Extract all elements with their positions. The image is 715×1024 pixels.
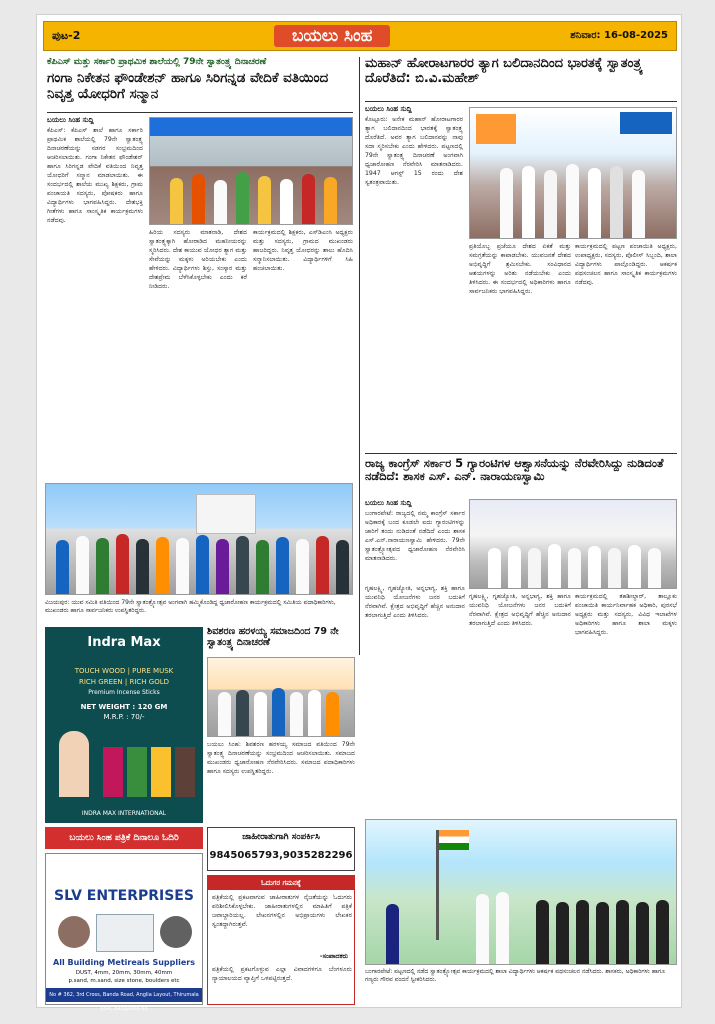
notice-sign: -ಸಂಪಾದಕರು <box>319 952 348 960</box>
person <box>386 904 399 964</box>
promo-banner[interactable]: ಬಯಲು ಸಿಂಹ ಪತ್ರಿಕೆ ದಿನಾಲೂ ಓದಿರಿ <box>45 827 203 849</box>
building-icon <box>96 914 154 952</box>
story1-photo <box>149 117 353 225</box>
person <box>136 539 149 594</box>
divider <box>365 453 677 454</box>
person <box>548 544 561 588</box>
person <box>608 548 621 588</box>
person <box>308 690 321 736</box>
story1-byline: ಬಯಲು ಸಿಂಹ ಸುದ್ದಿ <box>47 116 94 124</box>
person <box>192 174 205 224</box>
newspaper-title: ಬಯಲು ಸಿಂಹ <box>274 25 390 47</box>
person <box>170 178 183 224</box>
story3-photo <box>469 499 677 589</box>
ad-line-2: RICH GREEN | RICH GOLD <box>78 678 169 686</box>
flag-icon <box>439 830 469 850</box>
person <box>636 902 649 964</box>
story3-byline: ಬಯಲು ಸಿಂಹ ಸುದ್ದಿ <box>365 499 412 507</box>
person <box>236 172 249 224</box>
person <box>218 692 231 736</box>
person <box>576 900 589 964</box>
person <box>656 900 669 964</box>
ad-line-1: TOUCH WOOD | PURE MUSK <box>74 667 174 675</box>
person <box>56 540 69 594</box>
person <box>324 177 337 224</box>
person <box>476 894 489 964</box>
person <box>116 534 129 594</box>
story2-headline[interactable]: ಮಹಾನ್ ಹೋರಾಟಗಾರರ ತ್ಯಾಗ ಬಲಿದಾನದಿಂದ ಭಾರತಕ್ಕೆ ಸ್ವಾತಂತ್ರ್ಯ ದೊರೆತಿದೆ: ಬಿ.ವಿ.ಮಹೇಶ್ <box>365 56 644 86</box>
story4-body: ಬಯಲು ಸಿಂಹ: ಶಿವಶರಣ ಹರಳಯ್ಯ ಸಮಾಜದ ವತಿಯಿಂದ 79ನೇ ಸ್ವಾತಂತ್ರ್ಯ ದಿನಾಚರಣೆಯನ್ನು ಸಂಭ್ರಮದಿಂದ ಆಚರಿಸಲಾಯಿತು. ಸಮಾಜದ ಮುಖಂಡರು ಧ್ವಜಾರೋಹಣ ನೆರವೇರಿಸಿದರು. ಸಮಾಜದ ಪದಾಧಿಕಾರಿಗಳು ಹಾಗೂ ಸದಸ್ಯರು ಉಪಸ್ಥಿತರಿದ್ದರು. <box>207 741 355 775</box>
contact-ad[interactable] <box>207 827 355 871</box>
person <box>272 688 285 736</box>
person <box>610 166 623 238</box>
company-name: INDRA MAX INTERNATIONAL <box>81 810 167 817</box>
product-box <box>103 747 123 797</box>
person <box>588 546 601 588</box>
person <box>316 536 329 594</box>
person <box>336 540 349 594</box>
person <box>156 537 169 594</box>
group-photo <box>45 483 353 595</box>
slv-name: SLV ENTERPRISES <box>54 888 194 904</box>
story3-column-3: ಕಾರ್ಯಕ್ರಮದಲ್ಲಿ ತಹಶೀಲ್ದಾರ್, ತಾಲ್ಲೂಕು ಪಂಚಾಯಿತಿ ಕಾರ್ಯನಿರ್ವಾಹಕ ಅಧಿಕಾರಿ, ಪುರಸಭೆ ಅಧ್ಯಕ್ಷರು ಮತ್ತು ಸದಸ್ಯರು, ವಿವಿಧ ಇಲಾಖೆಗಳ ಅಧಿಕಾರಿಗಳು ಹಾಗೂ ಶಾಲಾ ಮಕ್ಕಳು ಭಾಗವಹಿಸಿದ್ದರು. <box>575 593 677 636</box>
person <box>596 902 609 964</box>
person <box>254 692 267 736</box>
story2-column-2: ಪ್ರತಿಯೊಬ್ಬ ಪ್ರಜೆಯೂ ದೇಶದ ಏಕತೆ ಮತ್ತು ಸಮಗ್ರತೆಯನ್ನು ಕಾಪಾಡಬೇಕು. ಯುವಜನತೆ ದೇಶದ ಅಭಿವೃದ್ಧಿಗೆ ಶ್ರಮಿಸಬೇಕು. ಸಂವಿಧಾನದ ಆಶಯಗಳನ್ನು ಅರಿತು ನಡೆಯಬೇಕು ಎಂದು ತಿಳಿಸಿದರು. ಈ ಸಂದರ್ಭದಲ್ಲಿ ಅಧಿಕಾರಿಗಳು ಹಾಗೂ ಸಾರ್ವಜನಿಕರು ಭಾಗವಹಿಸಿದ್ದರು. <box>469 243 571 295</box>
slv-ad[interactable] <box>45 853 203 1012</box>
story1-column-1: ಕೆಪಿಎಸ್: ಕೆಪಿಎಸ್ ಶಾಲೆ ಹಾಗೂ ಸರ್ಕಾರಿ ಪ್ರಾಥಮಿಕ ಶಾಲೆಯಲ್ಲಿ 79ನೇ ಸ್ವಾತಂತ್ರ್ಯ ದಿನಾಚರಣೆಯನ್ನು ಸಡಗರ ಸಂಭ್ರಮದಿಂದ ಆಚರಿಸಲಾಯಿತು. ಗಂಗಾ ನಿಕೇತನ ಫೌಂಡೇಶನ್ ಹಾಗೂ ಸಿರಿಗನ್ನಡ ವೇದಿಕೆ ವತಿಯಿಂದ ನಿವೃತ್ತ ಯೋಧರಿಗೆ ಸನ್ಮಾನ ಮಾಡಲಾಯಿತು. ಈ ಸಂದರ್ಭದಲ್ಲಿ ಶಾಲೆಯ ಮುಖ್ಯ ಶಿಕ್ಷಕರು, ಗ್ರಾಮ ಪಂಚಾಯತಿ ಸದಸ್ಯರು, ಪೋಷಕರು ಹಾಗೂ ವಿದ್ಯಾರ್ಥಿಗಳು ಭಾಗವಹಿಸಿದ್ದರು. ದೇಶಭಕ್ತಿ ಗೀತೆಗಳು ಹಾಗೂ ಸಾಂಸ್ಕೃತಿಕ ಕಾರ್ಯಕ್ರಮಗಳು ನಡೆದವು. <box>47 127 143 224</box>
notice-heading: ಓದುಗರ ಗಮನಕ್ಕೆ <box>208 876 354 890</box>
story4-photo <box>207 657 355 737</box>
model-figure <box>59 731 89 797</box>
indramax-ad[interactable] <box>45 627 203 823</box>
story2-photo <box>469 107 677 239</box>
readers-notice <box>207 875 355 1005</box>
person <box>214 180 227 224</box>
story3-column-1: ಬಂಗಾರಪೇಟೆ: ರಾಜ್ಯದಲ್ಲಿ ನಮ್ಮ ಕಾಂಗ್ರೆಸ್ ಸರ್ಕಾರ ಅಧಿಕಾರಕ್ಕೆ ಬಂದ ಕೂಡಲೇ ಐದು ಗ್ಯಾರಂಟಿಗಳನ್ನು ಜಾರಿಗೆ ತಂದು ನುಡಿದಂತೆ ನಡೆದಿದೆ ಎಂದು ಶಾಸಕ ಎಸ್.ಎನ್.ನಾರಾಯಣಸ್ವಾಮಿ ಹೇಳಿದರು. 79ನೇ ಸ್ವಾತಂತ್ರ್ಯೋತ್ಸವದ ಧ್ವಜಾರೋಹಣ ನೆರವೇರಿಸಿ ಮಾತನಾಡಿದರು. <box>365 510 465 562</box>
building <box>196 494 256 534</box>
story1-kicker: ಕೆಪಿಎಸ್ ಮತ್ತು ಸರ್ಕಾರಿ ಪ್ರಾಥಮಿಕ ಶಾಲೆಯಲ್ಲಿ 79ನೇ ಸ್ವಾತಂತ್ರ್ಯ ದಿನಾಚರಣೆ <box>47 57 267 67</box>
person <box>196 535 209 594</box>
person <box>258 176 271 224</box>
slv-tagline: All Building Metireals Suppliers <box>53 958 195 967</box>
person <box>216 539 229 594</box>
ad-mrp: M.R.P. : 70/- <box>103 713 145 721</box>
issue-date: ಶನಿವಾರ: 16-08-2025 <box>570 30 668 41</box>
story2-column-3: ಕಾರ್ಯಕ್ರಮದಲ್ಲಿ ಪಟ್ಟಣ ಪಂಚಾಯಿತಿ ಅಧ್ಯಕ್ಷರು, ಉಪಾಧ್ಯಕ್ಷರು, ಸದಸ್ಯರು, ಪೊಲೀಸ್ ಸಿಬ್ಬಂದಿ, ಶಾಲಾ ವಿದ್ಯಾರ್ಥಿಗಳು ಪಾಲ್ಗೊಂಡಿದ್ದರು. ಆಕರ್ಷಕ ಪಥಸಂಚಲನ ಹಾಗೂ ಸಾಂಸ್ಕೃತಿಕ ಕಾರ್ಯಕ್ರಮಗಳು ನಡೆದವು. <box>575 243 677 286</box>
divider <box>365 101 677 102</box>
slv-address: No # 362, 3rd Cross, Banda Road, Anglia Layout, Thirumala post, Bangalore-65 <box>46 988 202 1002</box>
story1-headline[interactable]: ಗಂಗಾ ನಿಕೇತನ ಫೌಂಡೇಶನ್ ಹಾಗೂ ಸಿರಿಗನ್ನಡ ವೇದಿಕೆ ವತಿಯಿಂದ ನಿವೃತ್ತ ಯೋಧರಿಗೆ ಸನ್ಮಾನ <box>47 70 329 102</box>
product-box <box>175 747 195 797</box>
parade-caption: ಬಂಗಾರಪೇಟೆ: ಪಟ್ಟಣದಲ್ಲಿ ನಡೆದ ಸ್ವಾತಂತ್ರ್ಯೋತ್ಸವ ಕಾರ್ಯಕ್ರಮದಲ್ಲಿ ಶಾಲಾ ವಿದ್ಯಾರ್ಥಿಗಳು ಆಕರ್ಷಕ ಪಥಸಂಚಲನ ನಡೆಸಿದರು. ಶಾಸಕರು, ಅಧಿಕಾರಿಗಳು ಹಾಗೂ ಗಣ್ಯರು ಗೌರವ ವಂದನೆ ಸ್ವೀಕರಿಸಿದರು. <box>365 968 666 984</box>
ad-weight: NET WEIGHT : 120 GM <box>80 703 168 711</box>
person <box>536 900 549 964</box>
person <box>236 690 249 736</box>
person <box>616 900 629 964</box>
story1-column-3: ಕಾರ್ಯಕ್ರಮದಲ್ಲಿ ಶಿಕ್ಷಕರು, ಎಸ್‌ಡಿಎಂಸಿ ಅಧ್ಯಕ್ಷರು ಮತ್ತು ಸದಸ್ಯರು, ಗ್ರಾಮದ ಮುಖಂಡರು ಹಾಜರಿದ್ದರು. ನಿವೃತ್ತ ಯೋಧರನ್ನು ಶಾಲು ಹೊದಿಸಿ ಸನ್ಮಾನಿಸಲಾಯಿತು. ವಿದ್ಯಾರ್ಥಿಗಳಿಗೆ ಸಿಹಿ ಹಂಚಲಾಯಿತು. <box>253 229 353 272</box>
story1-column-2: ಹಿರಿಯ ಸದಸ್ಯರು ಮಾತನಾಡಿ, ದೇಶದ ಸ್ವಾತಂತ್ರ್ಯಕ್ಕಾಗಿ ಹೋರಾಡಿದ ಮಹನೀಯರನ್ನು ಸ್ಮರಿಸಿದರು. ದೇಶ ಕಾಯುವ ಯೋಧರ ತ್ಯಾಗ ಮತ್ತು ಸೇವೆಯನ್ನು ಮಕ್ಕಳು ಅರಿಯಬೇಕು ಎಂದು ಹೇಳಿದರು. ವಿದ್ಯಾರ್ಥಿಗಳು ಶಿಸ್ತು, ಸಂಸ್ಕಾರ ಮತ್ತು ದೇಶಪ್ರೇಮ ಬೆಳೆಸಿಕೊಳ್ಳಬೇಕು ಎಂದು ಕರೆ ನೀಡಿದರು. <box>149 229 247 290</box>
notice-footer: ಪತ್ರಿಕೆಯಲ್ಲಿ ಪ್ರಕಟಗೊಳ್ಳುವ ಎಲ್ಲಾ ವಿವಾದಗಳಿಗೂ ಬೆಂಗಳೂರು ನ್ಯಾಯಾಲಯದ ವ್ಯಾಪ್ತಿಗೆ ಒಳಪಟ್ಟಿರುತ್ತದೆ. <box>212 966 352 982</box>
person <box>96 538 109 594</box>
person <box>488 548 501 588</box>
person <box>290 692 303 736</box>
person <box>528 548 541 588</box>
person <box>568 548 581 588</box>
person <box>508 546 521 588</box>
person <box>500 168 513 238</box>
sand-pile-icon <box>58 916 90 948</box>
person <box>280 179 293 224</box>
person <box>648 548 661 588</box>
person <box>496 892 509 964</box>
contact-heading: ಜಾಹೀರಾತುಗಾಗಿ ಸಂಪರ್ಕಿಸಿ <box>242 832 320 842</box>
person <box>326 692 339 736</box>
person <box>522 166 535 238</box>
story4-headline[interactable]: ಶಿವಶರಣ ಹರಳಯ್ಯ ಸಮಾಜದಿಂದ 79 ನೇ ಸ್ವಾತಂತ್ರ್ಯ ದಿನಾಚರಣೆ <box>207 626 339 648</box>
stage-banner <box>620 112 672 134</box>
parade-photo <box>365 819 677 965</box>
person <box>76 536 89 594</box>
slv-items-2: p.sand, m.sand, size stone, boulders etc <box>68 978 180 984</box>
person <box>632 170 645 238</box>
person <box>302 174 315 224</box>
person <box>276 537 289 594</box>
contact-phones[interactable]: 9845065793,9035282296 <box>209 850 353 861</box>
product-box <box>151 747 171 797</box>
person <box>544 170 557 238</box>
story3-column-2: ಗೃಹಲಕ್ಷ್ಮಿ, ಗೃಹಜ್ಯೋತಿ, ಅನ್ನಭಾಗ್ಯ, ಶಕ್ತಿ ಹಾಗೂ ಯುವನಿಧಿ ಯೋಜನೆಗಳು ಜನರ ಬದುಕಿಗೆ ನೆರವಾಗಿವೆ. ಕ್ಷೇತ್ರದ ಅಭಿವೃದ್ಧಿಗೆ ಹೆಚ್ಚಿನ ಅನುದಾನ ತರಲಾಗುತ್ತಿದೆ ಎಂದು ತಿಳಿಸಿದರು. <box>469 593 571 627</box>
person <box>588 168 601 238</box>
page-number: ಪುಟ-2 <box>52 29 81 42</box>
divider <box>47 112 353 113</box>
person <box>176 538 189 594</box>
person <box>566 164 579 238</box>
person <box>628 545 641 588</box>
story3-headline[interactable]: ರಾಜ್ಯ ಕಾಂಗ್ರೆಸ್ ಸರ್ಕಾರ 5 ಗ್ಯಾರಂಟಿಗಳ ಆಶ್ವಾಸನೆಯನ್ನು ನೆರವೇರಿಸಿದ್ದು ನುಡಿದಂತೆ ನಡೆದಿದೆ: ಶಾಸಕ ಎಸ್. ಎನ್. ನಾರಾಯಣಸ್ವಾಮಿ <box>365 456 664 484</box>
flag-banner <box>476 114 516 144</box>
story2-byline: ಬಯಲು ಸಿಂಹ ಸುದ್ದಿ <box>365 105 412 113</box>
product-box <box>127 747 147 797</box>
story2-column-1: ಕೊಟ್ಟೂರು: ಅನೇಕ ಮಹಾನ್ ಹೋರಾಟಗಾರರ ತ್ಯಾಗ ಬಲಿದಾನದಿಂದ ಭಾರತಕ್ಕೆ ಸ್ವಾತಂತ್ರ್ಯ ದೊರೆತಿದೆ. ಅವರ ತ್ಯಾಗ ಬಲಿದಾನವನ್ನು ನಾವು ಸದಾ ಸ್ಮರಿಸಬೇಕು ಎಂದು ಹೇಳಿದರು. ಪಟ್ಟಣದಲ್ಲಿ 79ನೇ ಸ್ವಾತಂತ್ರ್ಯ ದಿನಾಚರಣೆ ಅಂಗವಾಗಿ ಧ್ವಜಾರೋಹಣ ನೆರವೇರಿಸಿ ಮಾತನಾಡಿದರು. 1947 ಆಗಸ್ಟ್ 15 ರಂದು ದೇಶ ಸ್ವತಂತ್ರವಾಯಿತು. <box>365 116 463 186</box>
person <box>296 539 309 594</box>
slv-items: DUST, 4mm, 20mm, 30mm, 40mm <box>75 970 173 976</box>
column-divider <box>359 57 360 655</box>
brand-name: Indra Max <box>87 635 161 650</box>
newspaper-page <box>36 14 682 1012</box>
person <box>556 902 569 964</box>
person <box>236 536 249 594</box>
story3-column-1b: ಗೃಹಲಕ್ಷ್ಮಿ, ಗೃಹಜ್ಯೋತಿ, ಅನ್ನಭಾಗ್ಯ, ಶಕ್ತಿ ಹಾಗೂ ಯುವನಿಧಿ ಯೋಜನೆಗಳು ಜನರ ಬದುಕಿಗೆ ನೆರವಾಗಿವೆ. ಕ್ಷೇತ್ರದ ಅಭಿವೃದ್ಧಿಗೆ ಹೆಚ್ಚಿನ ಅನುದಾನ ತರಲಾಗುತ್ತಿದೆ ಎಂದು ತಿಳಿಸಿದರು. <box>365 585 465 619</box>
person <box>256 540 269 594</box>
stage-banner <box>150 118 352 136</box>
masthead <box>43 21 677 51</box>
notice-body: ಪತ್ರಿಕೆಯಲ್ಲಿ ಪ್ರಕಟವಾಗುವ ಜಾಹೀರಾತುಗಳ ನೈಜತೆಯನ್ನು ಓದುಗರು ಪರಿಶೀಲಿಸಿಕೊಳ್ಳಬೇಕು. ಜಾಹೀರಾತುಗಳಲ್ಲಿನ ಮಾಹಿತಿಗೆ ಪತ್ರಿಕೆ ಜವಾಬ್ದಾರಿಯಲ್ಲ. ಲೇಖನಗಳಲ್ಲಿನ ಅಭಿಪ್ರಾಯಗಳು ಲೇಖಕರ ಸ್ವಂತದ್ದಾಗಿರುತ್ತವೆ. <box>212 894 352 928</box>
photo-caption: ವಿಜಯಪುರ: ಯುವ ಸಮಿತಿ ವತಿಯಿಂದ 79ನೇ ಸ್ವಾತಂತ್ರ್ಯೋತ್ಸವ ಅಂಗವಾಗಿ ಹಮ್ಮಿಕೊಂಡಿದ್ದ ಧ್ವಜಾರೋಹಣ ಕಾರ್ಯಕ್ರಮದಲ್ಲಿ ಸಮಿತಿಯ ಪದಾಧಿಕಾರಿಗಳು, ಮುಖಂಡರು ಹಾಗೂ ಸಾರ್ವಜನಿಕರು ಉಪಸ್ಥಿತರಿದ್ದರು. <box>45 599 336 615</box>
stone-pile-icon <box>160 916 192 948</box>
ad-line-3: Premium Incense Sticks <box>88 689 160 696</box>
